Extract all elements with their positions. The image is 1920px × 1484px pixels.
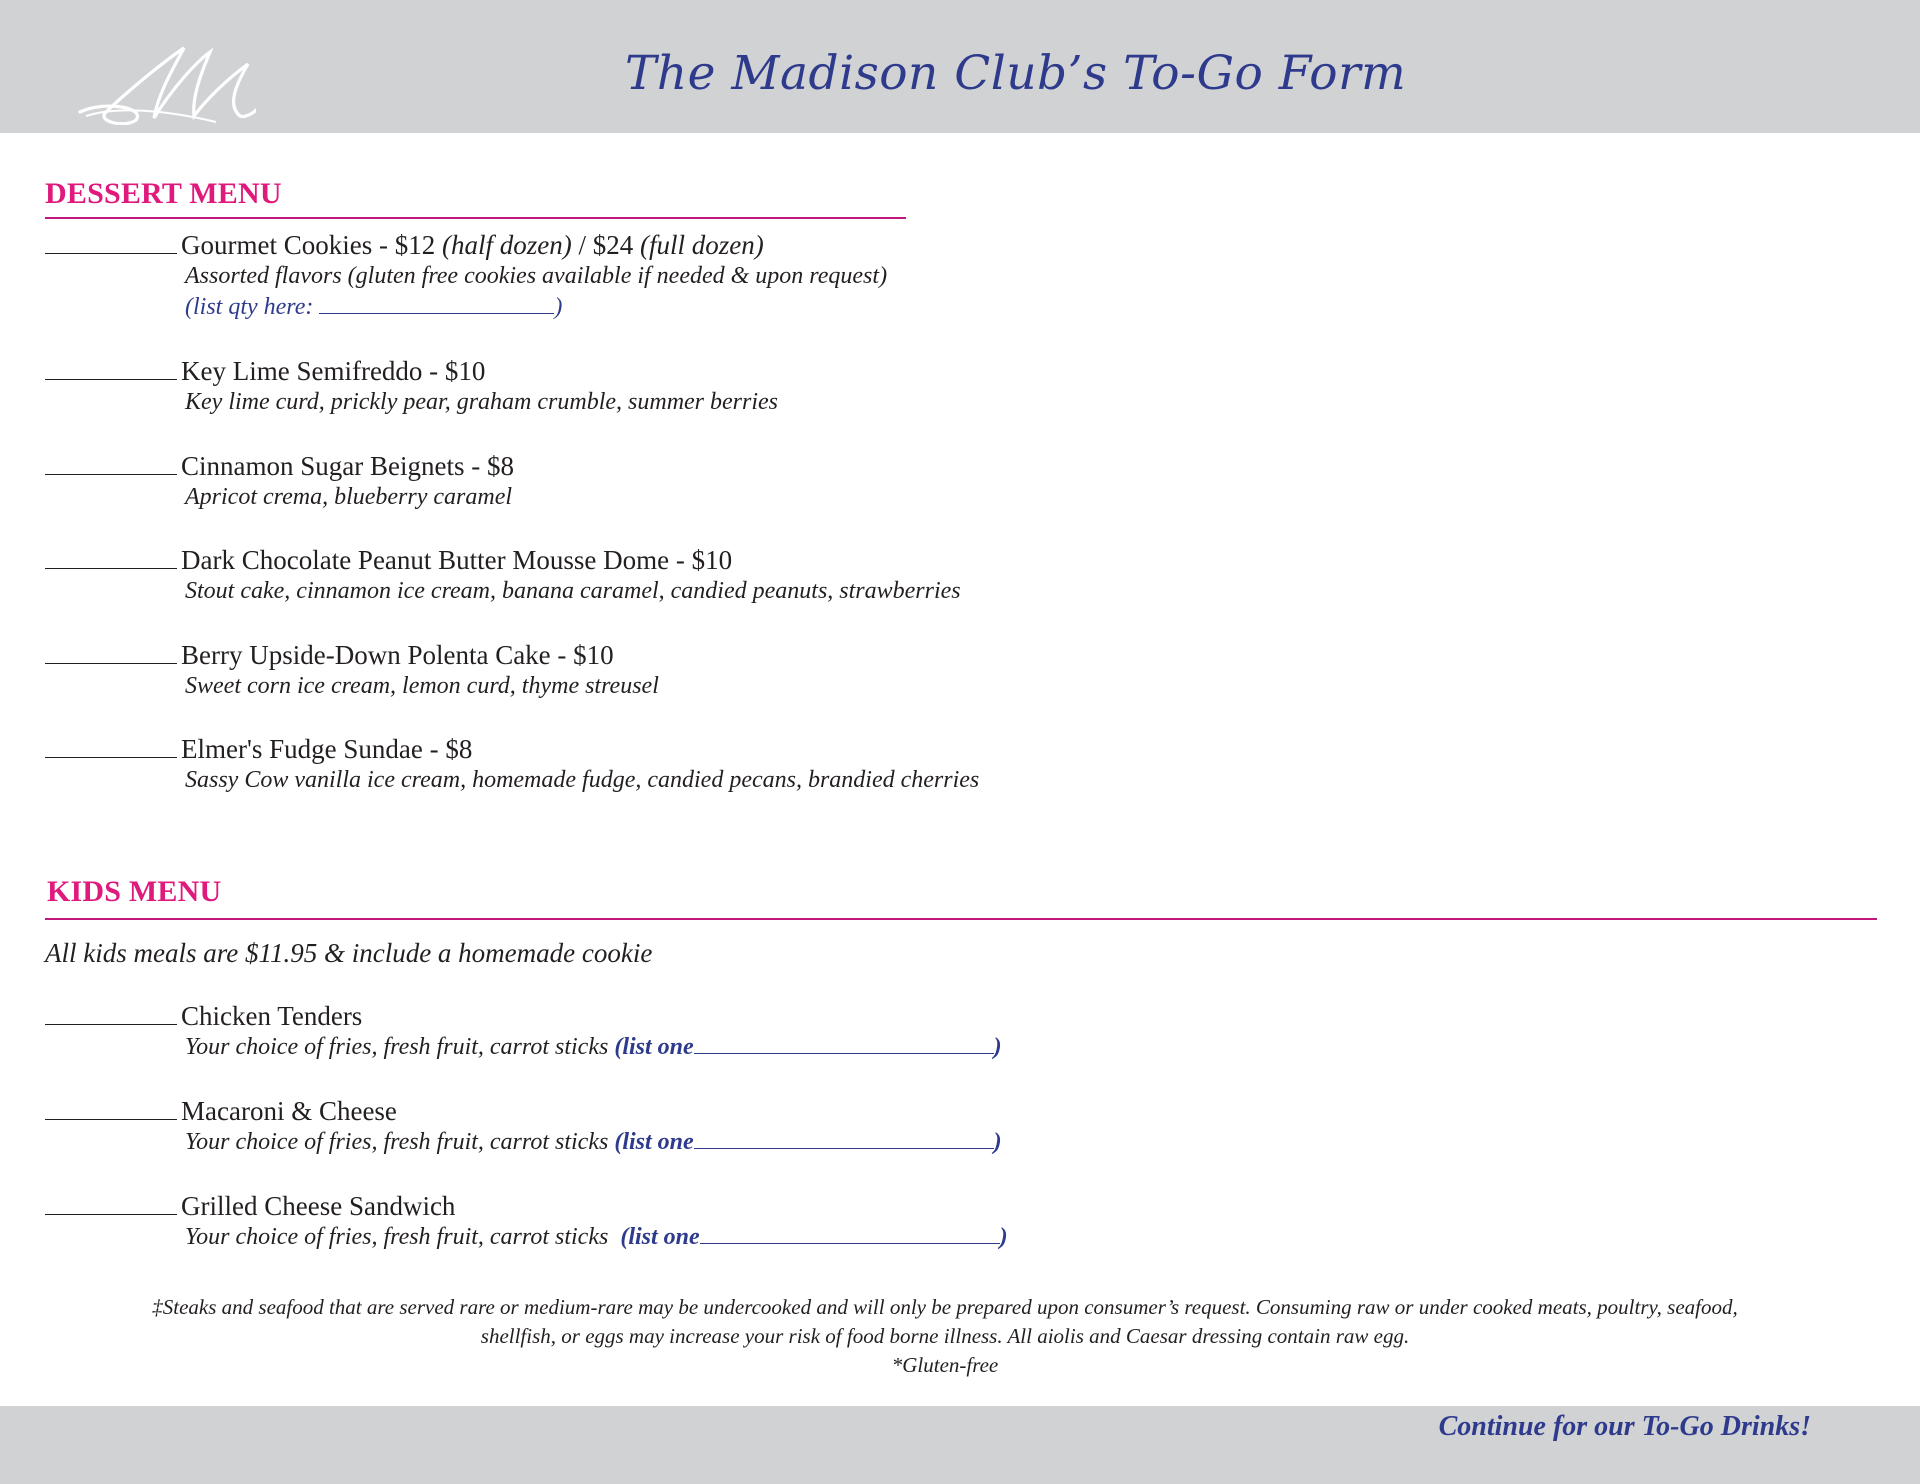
qty-label: (list qty here: [185, 294, 320, 320]
item-name: Macaroni & Cheese [181, 1096, 397, 1126]
quantity-blank[interactable] [45, 1097, 177, 1120]
list-one-close: ) [993, 1129, 1002, 1155]
kids-menu-title: KIDS MENU [47, 875, 222, 908]
disclaimer-line: ‡Steaks and seafood that are served rare or medium-rare may be undercooked and will only be prepared upon consumer’s request. Consuming raw or under cooked meats, poultry, seafood, [152, 1295, 1738, 1319]
quantity-blank[interactable] [45, 1192, 177, 1215]
dessert-menu-title: DESSERT MENU [45, 177, 282, 210]
item-description: Assorted flavors (gluten free cookies available if needed & upon request) [185, 263, 888, 289]
item-name-italic: (half dozen) [441, 230, 572, 260]
quantity-blank[interactable] [45, 641, 177, 664]
list-one-label: (list one [614, 1129, 694, 1155]
dessert-item-polenta-cake [45, 639, 659, 702]
item-name: Berry Upside-Down Polenta Cake - $10 [181, 640, 614, 670]
quantity-blank[interactable] [45, 1002, 177, 1025]
item-name-mid: / $24 [571, 230, 640, 260]
kids-item-grilled-cheese [45, 1190, 1008, 1253]
quantity-blank[interactable] [45, 231, 177, 254]
item-name: Chicken Tenders [181, 1001, 363, 1031]
item-description: Sassy Cow vanilla ice cream, homemade fudge, candied pecans, brandied cherries [185, 767, 980, 793]
dessert-item-mousse-dome [45, 544, 961, 607]
item-name: Dark Chocolate Peanut Butter Mousse Dome - $10 [181, 545, 733, 575]
qty-close: ) [554, 294, 563, 320]
food-safety-disclaimer [40, 1293, 1850, 1380]
quantity-blank[interactable] [45, 357, 177, 380]
madison-logo-icon [76, 40, 256, 130]
quantity-blank[interactable] [45, 546, 177, 569]
list-one-close: ) [999, 1224, 1008, 1250]
continue-drinks-link[interactable]: Continue for our To-Go Drinks! [1438, 1411, 1811, 1442]
kids-item-mac-and-cheese [45, 1095, 1002, 1158]
item-name: Key Lime Semifreddo - $10 [181, 356, 486, 386]
logo-script-m-icon [76, 40, 256, 125]
item-description: Stout cake, cinnamon ice cream, banana caramel, candied peanuts, strawberries [185, 578, 961, 604]
kids-menu-note: All kids meals are $11.95 & include a homemade cookie [45, 938, 653, 968]
item-description: Your choice of fries, fresh fruit, carrot sticks [185, 1129, 615, 1155]
quantity-blank[interactable] [45, 452, 177, 475]
side-choice-field [185, 1032, 1002, 1063]
kids-item-chicken-tenders [45, 1000, 1002, 1063]
quantity-blank[interactable] [45, 735, 177, 758]
side-choice-blank[interactable] [700, 1225, 1000, 1244]
gluten-free-note: *Gluten-free [891, 1353, 999, 1377]
dessert-item-fudge-sundae [45, 733, 979, 796]
side-choice-blank[interactable] [694, 1035, 994, 1054]
side-choice-blank[interactable] [694, 1130, 994, 1149]
item-description: Sweet corn ice cream, lemon curd, thyme streusel [185, 673, 659, 699]
item-name: Cinnamon Sugar Beignets - $8 [181, 451, 514, 481]
item-name-italic: (full dozen) [639, 230, 764, 260]
list-one-label: (list one [614, 1034, 694, 1060]
item-description: Your choice of fries, fresh fruit, carrot sticks [185, 1034, 615, 1060]
dessert-item-gourmet-cookies [45, 229, 887, 323]
qty-blank[interactable] [319, 295, 554, 314]
item-description: Key lime curd, prickly pear, graham crumble, summer berries [185, 389, 779, 415]
qty-field[interactable] [185, 292, 887, 323]
kids-menu-rule [45, 918, 1877, 920]
dessert-item-key-lime [45, 355, 778, 418]
disclaimer-line: shellfish, or eggs may increase your risk of food borne illness. All aiolis and Caesar dressing contain raw egg. [480, 1324, 1410, 1348]
dessert-item-beignets [45, 450, 514, 513]
item-description: Your choice of fries, fresh fruit, carrot sticks [185, 1224, 621, 1250]
dessert-menu-rule [45, 217, 906, 219]
item-name: Gourmet Cookies - $12 [181, 230, 442, 260]
page-title: The Madison Club’s To-Go Form [625, 46, 1407, 101]
item-name: Elmer's Fudge Sundae - $8 [181, 734, 473, 764]
list-one-label: (list one [620, 1224, 700, 1250]
side-choice-field [185, 1222, 1008, 1253]
item-name: Grilled Cheese Sandwich [181, 1191, 456, 1221]
side-choice-field [185, 1127, 1002, 1158]
item-description: Apricot crema, blueberry caramel [185, 484, 513, 510]
list-one-close: ) [993, 1034, 1002, 1060]
